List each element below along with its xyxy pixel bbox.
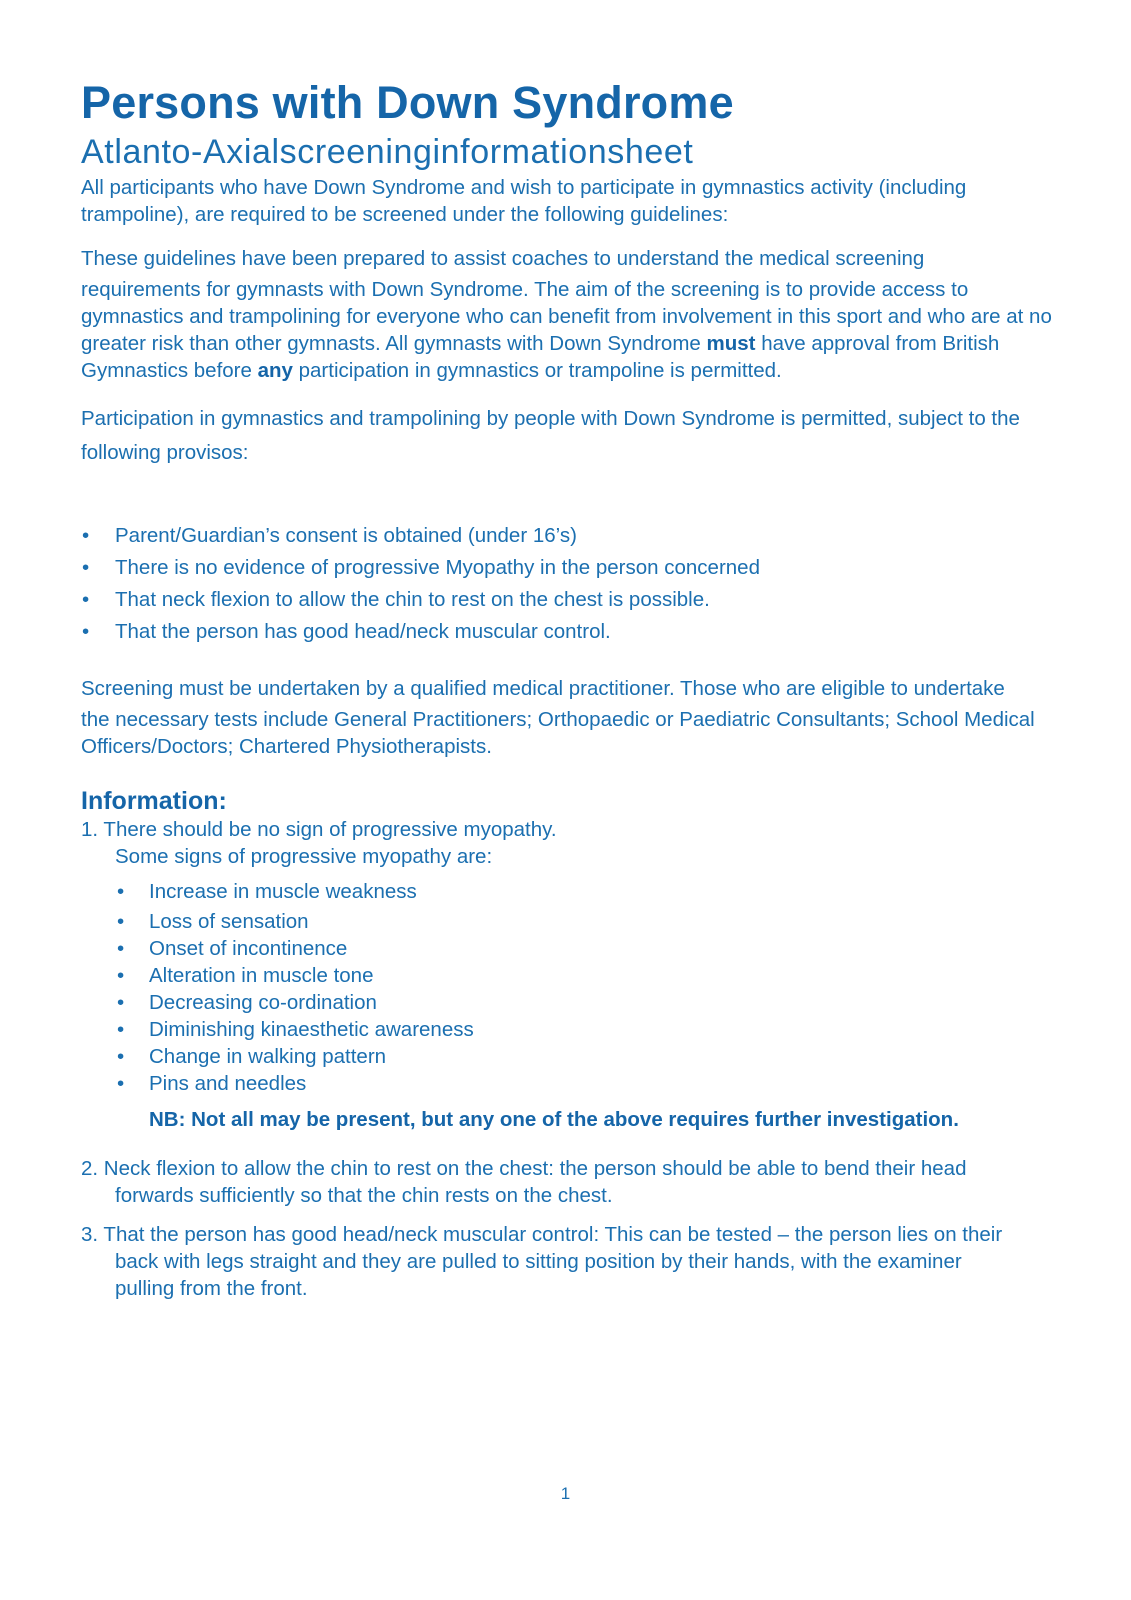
- list-item: [115, 962, 1061, 989]
- item-1: [81, 816, 1061, 870]
- bullet-icon: •: [117, 991, 125, 1014]
- item-3-line-2: back with legs straight and they are pulled to sitting position by their hands, with the examiner: [115, 1250, 962, 1273]
- screening-line-1: Screening must be undertaken by a qualified medical practitioner. Those who are eligible to undertake: [81, 677, 1005, 700]
- guidelines-text-2: have approval from British Gymnastics before: [81, 332, 1000, 382]
- list-item-text: Diminishing kinaesthetic awareness: [149, 1018, 474, 1041]
- emphasis-must: must: [706, 332, 756, 355]
- list-item: [81, 552, 1061, 584]
- list-item-text: There is no evidence of progressive Myopathy in the person concerned: [115, 556, 760, 579]
- bullet-icon: •: [117, 964, 125, 987]
- list-item-text: Onset of incontinence: [149, 937, 348, 960]
- list-item-text: Pins and needles: [149, 1072, 307, 1095]
- item-3-line-3: pulling from the front.: [115, 1277, 308, 1300]
- bullet-icon: •: [117, 1018, 125, 1041]
- item-1-line-1: 1. There should be no sign of progressive myopathy.: [81, 818, 557, 841]
- information-heading: Information:: [81, 787, 227, 815]
- intro-paragraph: All participants who have Down Syndrome and wish to participate in gymnastics activity (including trampoline), are required to be screened under the following guidelines:: [81, 176, 967, 226]
- screening-paragraph: [81, 672, 1061, 760]
- nb-note: NB: Not all may be present, but any one of the above requires further investigation.: [149, 1108, 959, 1131]
- item-1-line-2: Some signs of progressive myopathy are:: [115, 845, 493, 868]
- page-title: Persons with Down Syndrome: [81, 77, 734, 128]
- bullet-icon: •: [82, 556, 90, 579]
- list-item-text: Parent/Guardian’s consent is obtained (under 16’s): [115, 524, 577, 547]
- list-item-text: Alteration in muscle tone: [149, 964, 374, 987]
- screening-text: the necessary tests include General Practitioners; Orthopaedic or Paediatric Consultants; School Medical Officers/Doctors; Chartered Physiotherapists.: [81, 708, 1035, 758]
- list-item-text: That neck flexion to allow the chin to rest on the chest is possible.: [115, 588, 710, 611]
- list-item-text: Change in walking pattern: [149, 1045, 387, 1068]
- bullet-icon: •: [117, 1045, 125, 1068]
- myopathy-signs-list: [81, 878, 1061, 1097]
- list-item: [81, 584, 1061, 616]
- bullet-icon: •: [117, 937, 125, 960]
- item-3-line-1: 3. That the person has good head/neck muscular control: This can be tested – the person lies on their: [81, 1223, 1003, 1246]
- page-number: 1: [560, 1484, 571, 1503]
- bullet-icon: •: [82, 620, 90, 643]
- emphasis-any: any: [257, 359, 293, 382]
- list-item: [115, 878, 1061, 905]
- list-item: [81, 616, 1061, 648]
- list-item: [115, 1070, 1061, 1097]
- item-2-line-1: 2. Neck flexion to allow the chin to rest on the chest: the person should be able to bend their head: [81, 1157, 967, 1180]
- list-item: [115, 935, 1061, 962]
- item-2: [81, 1155, 1061, 1209]
- list-item: [115, 908, 1061, 935]
- list-item-text: That the person has good head/neck muscular control.: [115, 620, 611, 643]
- page-subtitle: Atlanto-Axialscreeninginformationsheet: [81, 133, 694, 171]
- item-2-line-2: forwards sufficiently so that the chin rests on the chest.: [115, 1184, 613, 1207]
- item-3: [81, 1221, 1061, 1302]
- bullet-icon: •: [117, 1072, 125, 1095]
- guidelines-text-1: requirements for gymnasts with Down Syndrome. The aim of the screening is to provide access to gymnastics and trampolining for everyone who can benefit from involvement in this sport and who are at no greater risk than other gymnasts. All gymnasts with Down Syndrome: [81, 278, 1052, 355]
- bullet-icon: •: [82, 524, 90, 547]
- list-item: [115, 1043, 1061, 1070]
- bullet-icon: •: [117, 910, 125, 933]
- list-item: [115, 1016, 1061, 1043]
- page-content: [81, 78, 1061, 1302]
- guidelines-text-3: participation in gymnastics or trampoline is permitted.: [292, 359, 782, 382]
- list-item: [81, 520, 1061, 552]
- guidelines-line-1: These guidelines have been prepared to assist coaches to understand the medical screening: [81, 247, 925, 270]
- bullet-icon: •: [82, 588, 90, 611]
- provisos-list: [81, 520, 1061, 648]
- list-item-text: Loss of sensation: [149, 910, 309, 933]
- list-item-text: Increase in muscle weakness: [149, 880, 417, 903]
- list-item: [115, 989, 1061, 1016]
- provisos-intro: Participation in gymnastics and trampolining by people with Down Syndrome is permitted, subject to the following provisos:: [81, 407, 1020, 464]
- guidelines-paragraph: [81, 242, 1061, 384]
- list-item-text: Decreasing co-ordination: [149, 991, 377, 1014]
- bullet-icon: •: [117, 880, 125, 903]
